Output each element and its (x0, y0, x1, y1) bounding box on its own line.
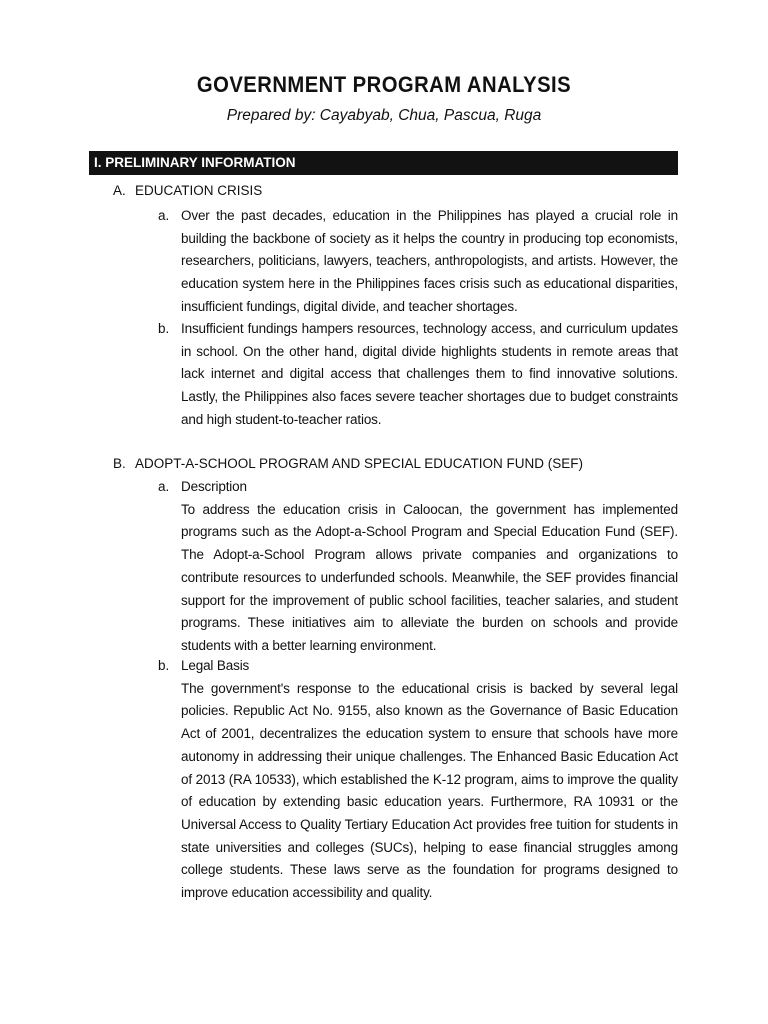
subsection-heading-education-crisis (113, 183, 262, 198)
list-marker: a. (158, 208, 170, 223)
list-item-education-crisis-b (158, 318, 678, 432)
paragraph (181, 476, 678, 658)
section-heading-preliminary-information: I. PRELIMINARY INFORMATION (89, 151, 678, 175)
paragraph-body: To address the education crisis in Caloocan, the government has implemented programs such as the Adopt-a-School Program and Special Education Fund (SEF). The Adopt-a-School Program allows private companies and organizations to contribute resources to underfunded schools. Meanwhile, the SEF provides financial support for the improvement of public school facilities, teacher salaries, and student programs. These initiatives aim to alleviate the burden on schools and provide students with a better learning environment. (181, 501, 678, 653)
document-subtitle: Prepared by: Cayabyab, Chua, Pascua, Ruga (226, 107, 542, 124)
paragraph: Insufficient fundings hampers resources, technology access, and curriculum updates in school. On the other hand, digital divide highlights students in remote areas that lack internet and digital access that challenges them to find innovative solutions. Lastly, the Philippines also faces severe teacher shortages due to budget constraints and high student-to-teacher ratios. (181, 321, 678, 427)
list-marker: b. (158, 658, 170, 673)
list-item-education-crisis-a (158, 205, 678, 319)
list-item-description (158, 476, 678, 658)
item-label: Legal Basis (181, 658, 250, 673)
paragraph-body: The government's response to the educational crisis is backed by several legal policies. Republic Act No. 9155, also known as the Governance of Basic Education Act of 2001, decentralizes the education system to ensure that schools have more autonomy in addressing their unique challenges. The Enhanced Basic Education Act of 2013 (RA 10533), which established the K-12 program, aims to improve the quality of education by extending basic education years. Furthermore, RA 10931 or the Universal Access to Quality Tertiary Education Act provides free tuition for students in state universities and colleges (SUCs), helping to ease financial struggles among college students. These laws serve as the foundation for programs designed to improve education accessibility and quality. (181, 680, 678, 901)
list-item-legal-basis (158, 655, 678, 905)
list-marker: b. (158, 321, 170, 336)
subsection-title: ADOPT-A-SCHOOL PROGRAM AND SPECIAL EDUCATION FUND (SEF) (135, 456, 584, 471)
subsection-marker: A. (113, 183, 126, 198)
subsection-heading-adopt-a-school (113, 456, 583, 471)
paragraph (181, 655, 678, 905)
subsection-marker: B. (113, 456, 126, 471)
paragraph: Over the past decades, education in the Philippines has played a crucial role in building the backbone of society as it helps the country in producing top economists, researchers, politicians, lawyers, teachers, anthropologists, and artists. However, the education system here in the Philippines faces crisis such as educational disparities, insufficient fundings, digital divide, and teacher shortages. (181, 208, 678, 314)
subsection-title: EDUCATION CRISIS (135, 183, 263, 198)
document-title: GOVERNMENT PROGRAM ANALYSIS (196, 72, 572, 97)
list-marker: a. (158, 479, 170, 494)
item-label: Description (181, 479, 247, 494)
